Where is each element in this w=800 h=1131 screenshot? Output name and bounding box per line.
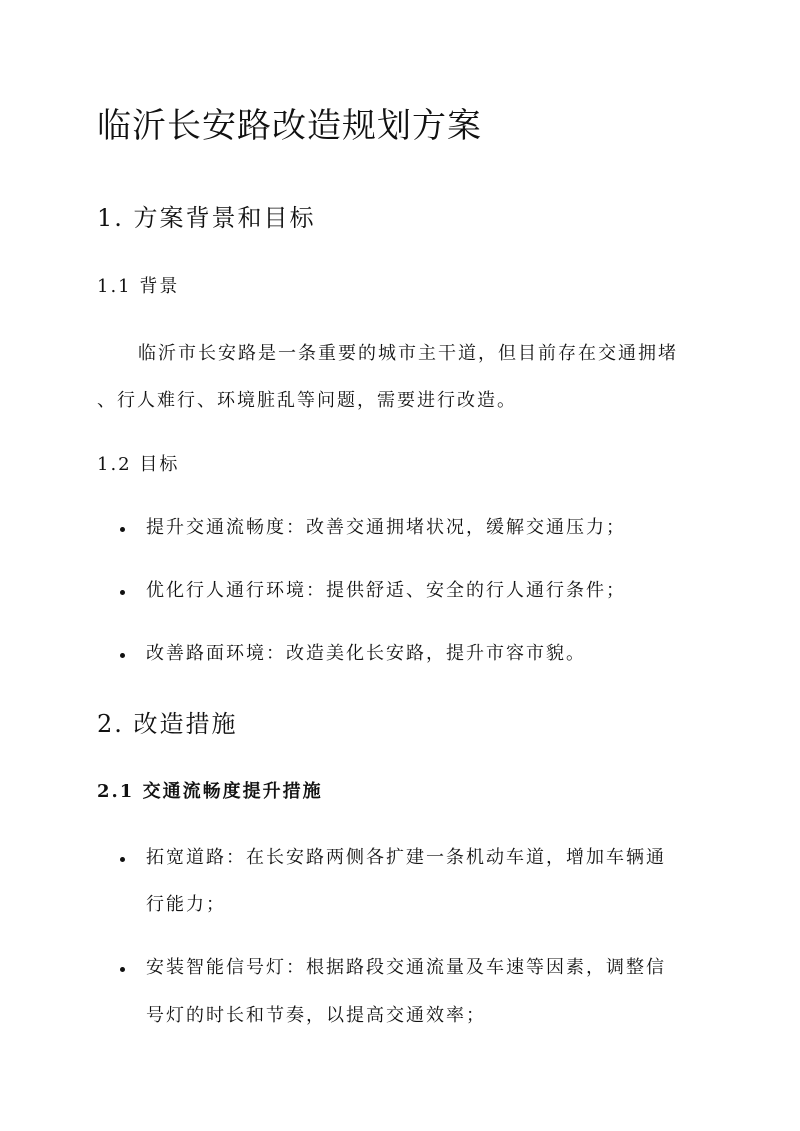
goal-item-text: 优化行人通行环境：提供舒适、安全的行人通行条件；	[146, 580, 626, 601]
measure-item-line-1: 拓宽道路：在长安路两侧各扩建一条机动车道，增加车辆通	[146, 847, 666, 868]
bullet-icon	[120, 967, 125, 972]
goal-item-text: 改善路面环境：改造美化长安路，提升市容市貌。	[146, 643, 586, 664]
background-paragraph-line-2: 、行人难行、环境脏乱等问题，需要进行改造。	[97, 390, 517, 411]
bullet-icon	[120, 590, 125, 595]
bullet-icon	[120, 653, 125, 658]
section-1-2-heading: 1.2 目标	[97, 454, 180, 475]
section-1-heading: 1. 方案背景和目标	[97, 204, 316, 232]
bullet-icon	[120, 857, 125, 862]
goal-item-text: 提升交通流畅度：改善交通拥堵状况，缓解交通压力；	[146, 517, 626, 538]
bullet-icon	[120, 527, 125, 532]
section-2-heading: 2. 改造措施	[97, 710, 238, 738]
section-2-1-heading: 2.1 交通流畅度提升措施	[97, 781, 323, 802]
measure-item-line-1: 安装智能信号灯：根据路段交通流量及车速等因素，调整信	[146, 957, 666, 978]
background-paragraph-line-1: 临沂市长安路是一条重要的城市主干道，但目前存在交通拥堵	[138, 343, 678, 364]
section-1-1-heading: 1.1 背景	[97, 276, 180, 297]
document-title: 临沂长安路改造规划方案	[97, 106, 482, 146]
measure-item-line-2: 号灯的时长和节奏，以提高交通效率；	[146, 1005, 486, 1026]
measure-item-line-2: 行能力；	[146, 894, 226, 915]
